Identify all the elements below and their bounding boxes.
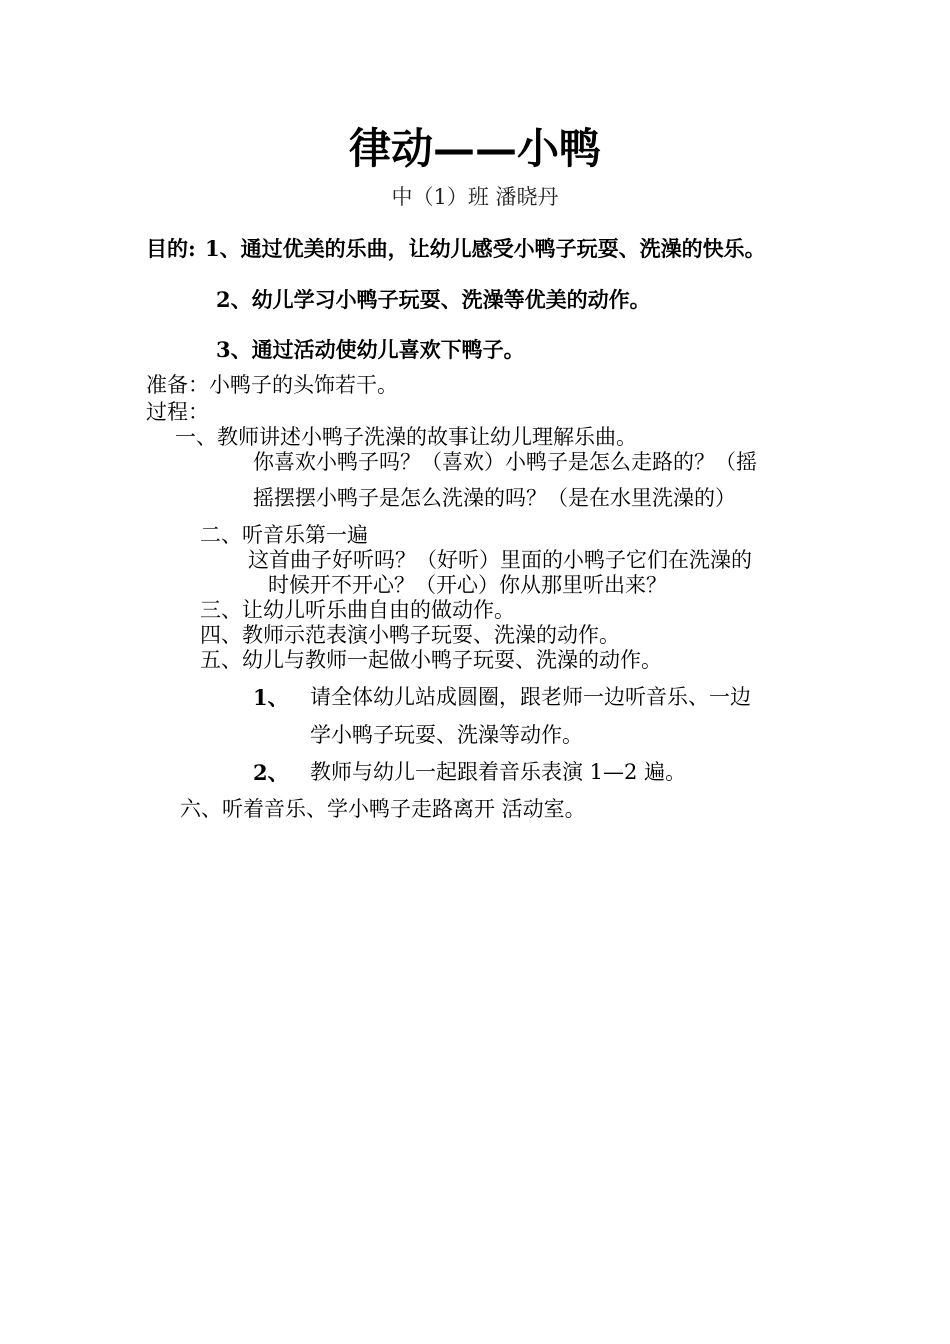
step-2-question-1: 这首曲子好听吗？（好听）里面的小鸭子它们在洗澡的: [248, 548, 752, 572]
step-5-item-1-line-1: 请全体幼儿站成圆圈，跟老师一边听音乐、一边: [310, 685, 751, 709]
step-4: 四、教师示范表演小鸭子玩耍、洗澡的动作。: [200, 623, 620, 647]
goals-label: 目的:: [146, 236, 196, 261]
process-label: 过程：: [146, 400, 209, 424]
step-6: 六、听着音乐、学小鸭子走路离开 活动室。: [180, 797, 586, 821]
document-subtitle: 中（1）班 潘晓丹: [391, 185, 559, 209]
goal-item-2: 2、幼儿学习小鸭子玩耍、洗澡等优美的动作。: [216, 287, 651, 312]
goal-item-3: 3、通过活动使幼儿喜欢下鸭子。: [216, 337, 525, 362]
step-5-item-2-number: 2、: [253, 760, 289, 785]
preparation-line: 准备：小鸭子的头饰若干。: [146, 373, 398, 397]
step-1-question-1: 你喜欢小鸭子吗？（喜欢）小鸭子是怎么走路的？（摇: [253, 450, 757, 474]
step-5-item-1-line-2: 学小鸭子玩耍、洗澡等动作。: [310, 723, 583, 747]
step-5-item-1-number: 1、: [253, 685, 289, 710]
step-2: 二、听音乐第一遍: [200, 523, 368, 547]
step-2-question-2: 时候开不开心？（开心）你从那里听出来？: [268, 573, 667, 597]
step-1-question-2: 摇摆摆小鸭子是怎么洗澡的吗？（是在水里洗澡的）: [253, 486, 736, 510]
step-3: 三、让幼儿听乐曲自由的做动作。: [200, 598, 515, 622]
step-5: 五、幼儿与教师一起做小鸭子玩耍、洗澡的动作。: [200, 648, 662, 672]
step-5-item-2: 教师与幼儿一起跟着音乐表演 1—2 遍。: [310, 760, 687, 784]
document-title: 律动——小鸭: [348, 124, 601, 173]
goal-item-1: 1、通过优美的乐曲，让幼儿感受小鸭子玩耍、洗澡的快乐。: [205, 236, 766, 261]
step-1: 一、教师讲述小鸭子洗澡的故事让幼儿理解乐曲。: [175, 425, 637, 449]
